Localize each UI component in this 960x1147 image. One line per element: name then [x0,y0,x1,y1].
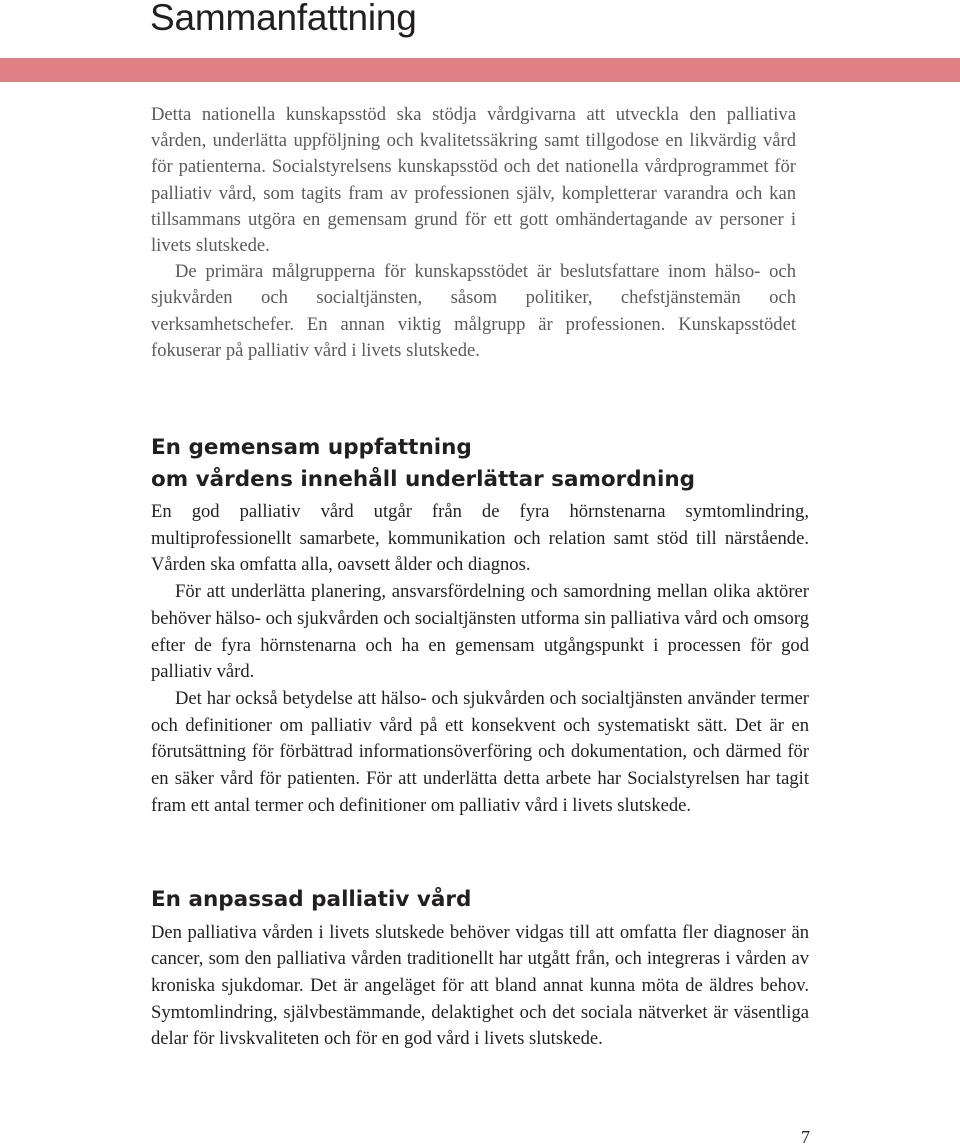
section-heading-line: En gemensam uppfattning [151,435,472,460]
intro-paragraph: De primära målgrupperna för kunskapsstödet är beslutsfattare inom hälso- och sjukvården och socialtjänsten, såsom politiker, chefstjänstemän och verksamhetschefer. En annan viktig målgrupp är professionen. Kunskapsstödet fokuserar på palliativ vård i livets slutskede. [151,261,796,361]
intro-block [151,102,796,364]
intro-paragraph: Detta nationella kunskapsstöd ska stödja vårdgivarna att utveckla den palliativa vården, underlätta uppföljning och kvalitetssäkring samt tillgodose en likvärdig vård för patienterna. Socialstyrelsens kunskapsstöd och det nationella vårdprogrammet för palliativ vård, som tagits fram av professionen själv, kompletterar varandra och kan tillsammans utgöra en gemensam grund för ett gott omhändertagande av personer i livets slutskede. [151,104,796,257]
section-body [151,499,809,819]
section-heading [151,884,809,916]
body-paragraph: En god palliativ vård utgår från de fyra hörnstenarna symtomlindring, multiprofessionellt samarbete, kommunikation och relation samt stöd till närstående. Vården ska omfatta alla, oavsett ålder och diagnos. [151,501,809,576]
section-body [151,920,809,1054]
section-heading [151,432,809,495]
body-paragraph: Det har också betydelse att hälso- och sjukvården och socialtjänsten använder termer och definitioner om palliativ vård på ett konsekvent och systematiskt sätt. Det är en förutsättning för förbättrad informationsöverföring och dokumentation, och därmed för en säker vård för patienten. För att underlätta detta arbete har Socialstyrelsen har tagit fram ett antal termer och definitioner om palliativ vård i livets slutskede. [151,687,809,816]
page-title: Sammanfattning [150,0,417,38]
section-heading-line: En anpassad palliativ vård [151,887,472,912]
page-number: 7 [801,1127,810,1147]
body-paragraph: Den palliativa vården i livets slutskede behöver vidgas till att omfatta fler diagnoser än cancer, som den palliativa vården traditionellt har utgått från, och integreras i vården av kroniska sjukdomar. Det är angeläget för att bland annat kunna möta de äldres behov. Symtomlindring, självbestämmande, delaktighet och det sociala nätverket är väsentliga delar för livskvaliteten och för en god vård i livets slutskede. [151,921,809,1050]
section-common-understanding [151,432,809,819]
section-heading-line: om vårdens innehåll underlättar samordning [151,466,696,492]
body-paragraph: För att underlätta planering, ansvarsfördelning och samordning mellan olika aktörer behöver hälso- och sjukvården och socialtjänsten utforma sin palliativa vård och omsorg efter de fyra hörnstenarna och ha en gemensam utgångspunkt i processen för god palliativ vård. [151,581,810,683]
section-adapted-care [151,884,809,1053]
header-accent-band [0,58,960,82]
